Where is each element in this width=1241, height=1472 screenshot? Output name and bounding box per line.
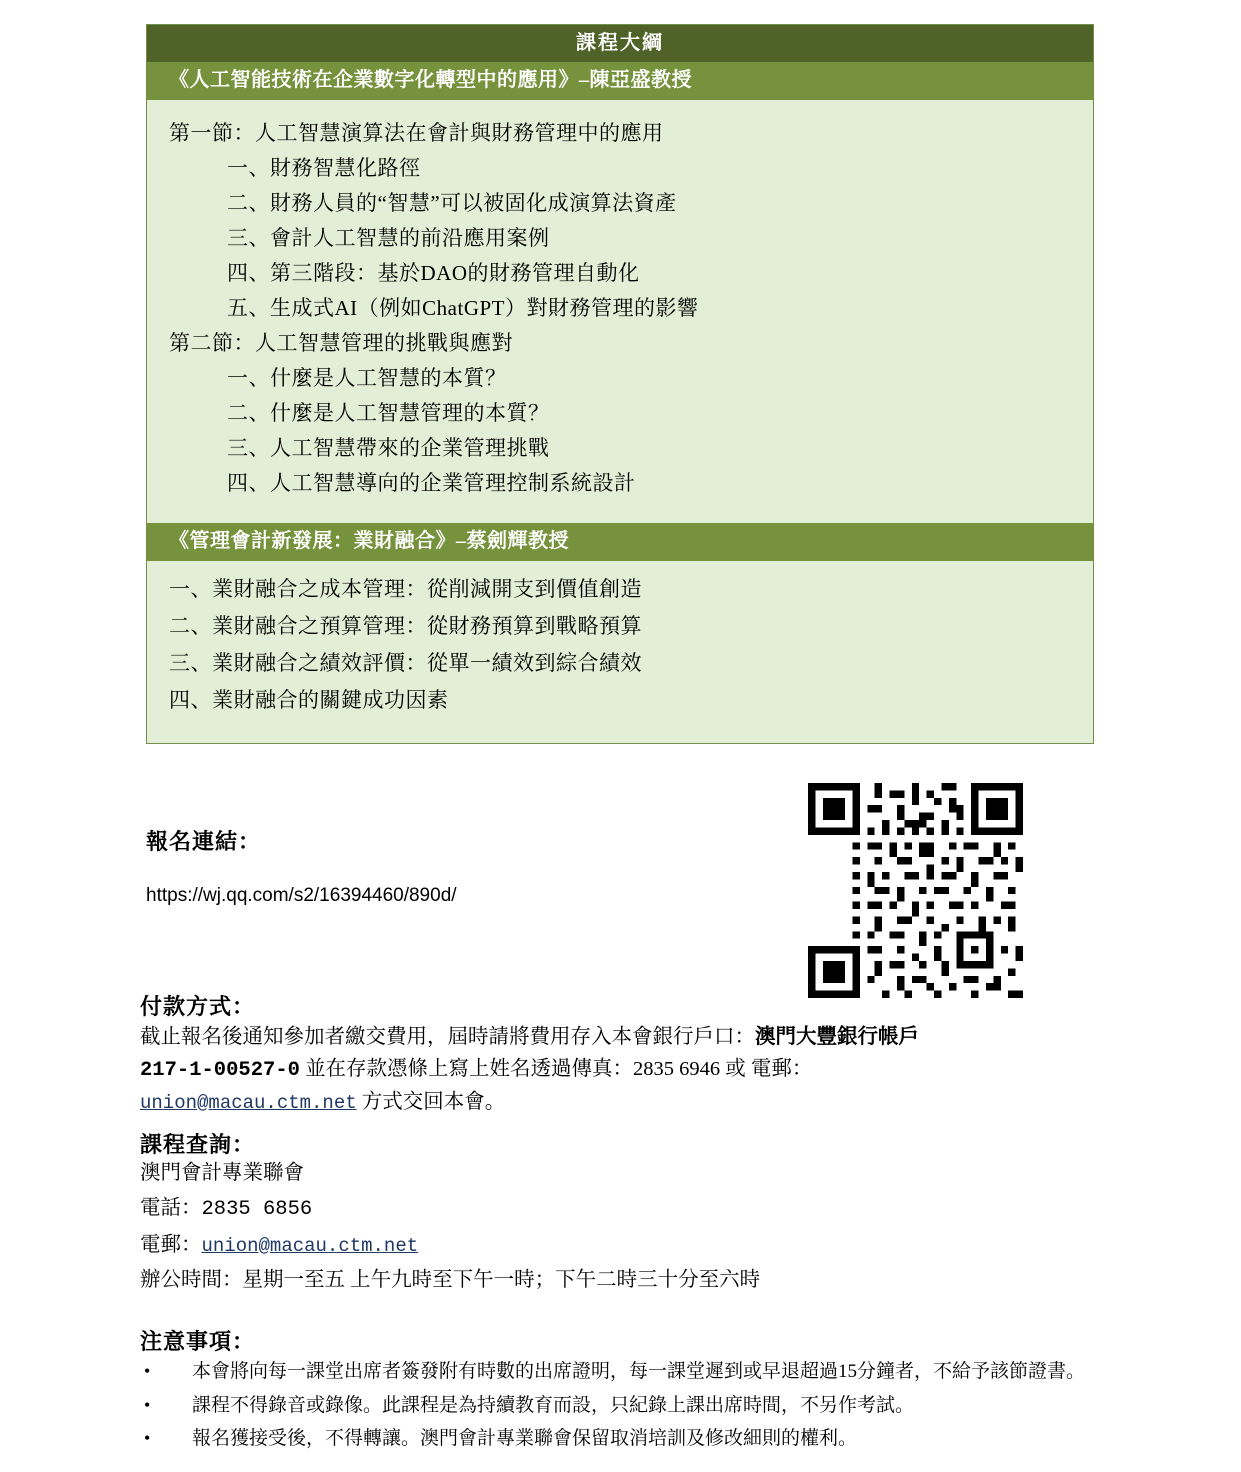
syllabus-section-heading-2: 《管理會計新發展：業財融合》–蔡劍輝教授 xyxy=(147,523,1093,561)
payment-method-body xyxy=(140,1022,1105,1118)
note-text: 報名獲接受後，不得轉讓。澳門會計專業聯會保留取消培訓及修改細則的權利。 xyxy=(192,1428,858,1450)
syllabus-item: 四、業財融合的關鍵成功因素 xyxy=(169,688,449,712)
syllabus-item: 四、人工智慧導向的企業管理控制系統設計 xyxy=(227,471,636,495)
organization-name: 澳門會計專業聯會 xyxy=(140,1162,304,1184)
payment-email-link[interactable]: union@macau.ctm.net xyxy=(140,1091,357,1114)
syllabus-item: 三、業財融合之績效評價：從單一績效到綜合績效 xyxy=(169,651,642,675)
syllabus-item: 一、什麼是人工智慧的本質？ xyxy=(227,366,507,390)
syllabus-item: 四、第三階段：基於DAO的財務管理自動化 xyxy=(227,261,640,285)
course-enquiry-body xyxy=(140,1156,1105,1298)
notes-list xyxy=(140,1358,1105,1459)
phone-number: 2835 6856 xyxy=(201,1198,313,1222)
syllabus-section-heading-1: 《人工智能技術在企業數字化轉型中的應用》–陳亞盛教授 xyxy=(147,62,1093,100)
syllabus-section-body-1 xyxy=(147,100,1093,523)
qr-code-icon xyxy=(808,783,1023,998)
list-item xyxy=(140,1358,1105,1386)
course-enquiry-label: 課程查詢： xyxy=(140,1132,256,1157)
phone-row xyxy=(140,1191,1105,1227)
list-item xyxy=(140,1425,1105,1453)
syllabus-item: 三、人工智慧帶來的企業管理挑戰 xyxy=(227,436,550,460)
bullet-icon: • xyxy=(144,1361,151,1381)
syllabus-item: 第二節：人工智慧管理的挑戰與應對 xyxy=(169,331,513,355)
syllabus-item: 一、業財融合之成本管理：從削減開支到價值創造 xyxy=(169,577,642,601)
note-text: 課程不得錄音或錄像。此課程是為持續教育而設，只紀錄上課出席時間，不另作考試。 xyxy=(192,1394,915,1416)
syllabus-item: 三、會計人工智慧的前沿應用案例 xyxy=(227,226,550,250)
list-item xyxy=(140,1392,1105,1420)
bullet-icon: • xyxy=(144,1428,151,1449)
notes-label: 注意事項： xyxy=(140,1329,256,1354)
syllabus-table xyxy=(146,24,1094,744)
syllabus-item: 一、財務智慧化路徑 xyxy=(227,156,421,180)
syllabus-item: 五、生成式AI（例如ChatGPT）對財務管理的影響 xyxy=(227,296,699,320)
registration-url[interactable]: https://wj.qq.com/s2/16394460/890d/ xyxy=(146,885,457,906)
payment-line1-pre: 截止報名後通知參加者繳交費用，屆時請將費用存入本會銀行戶口： xyxy=(140,1026,755,1048)
syllabus-item: 二、財務人員的“智慧”可以被固化成演算法資產 xyxy=(227,191,677,215)
syllabus-item: 二、業財融合之預算管理：從財務預算到戰略預算 xyxy=(169,614,642,638)
syllabus-item: 二、什麼是人工智慧管理的本質？ xyxy=(227,401,550,425)
enquiry-email-link[interactable]: union@macau.ctm.net xyxy=(201,1234,419,1257)
syllabus-title: 課程大綱 xyxy=(147,25,1093,62)
payment-account-number: 217-1-00527-0 xyxy=(140,1058,300,1082)
bullet-icon: • xyxy=(144,1394,151,1415)
payment-method-label: 付款方式： xyxy=(140,994,256,1019)
syllabus-section-body-2 xyxy=(147,561,1093,743)
office-hours: 辦公時間：星期一至五 上午九時至下午一時；下午二時三十分至六時 xyxy=(140,1268,761,1291)
payment-line2-mid: 並在存款憑條上寫上姓名透過傳真：2835 6946 或 電郵： xyxy=(299,1057,813,1080)
note-text: 本會將向每一課堂出席者簽發附有時數的出席證明，每一課堂遲到或早退超過15分鐘者，不給予該節證書。 xyxy=(192,1361,1086,1382)
phone-label: 電話： xyxy=(140,1197,202,1220)
email-label: 電郵： xyxy=(140,1233,202,1256)
payment-bank-name: 澳門大豐銀行帳戶 xyxy=(755,1026,919,1048)
registration-link-label: 報名連結： xyxy=(146,829,262,854)
syllabus-item: 第一節：人工智慧演算法在會計與財務管理中的應用 xyxy=(169,121,664,145)
payment-line3-tail: 方式交回本會。 xyxy=(356,1090,506,1113)
email-row xyxy=(140,1228,1105,1263)
